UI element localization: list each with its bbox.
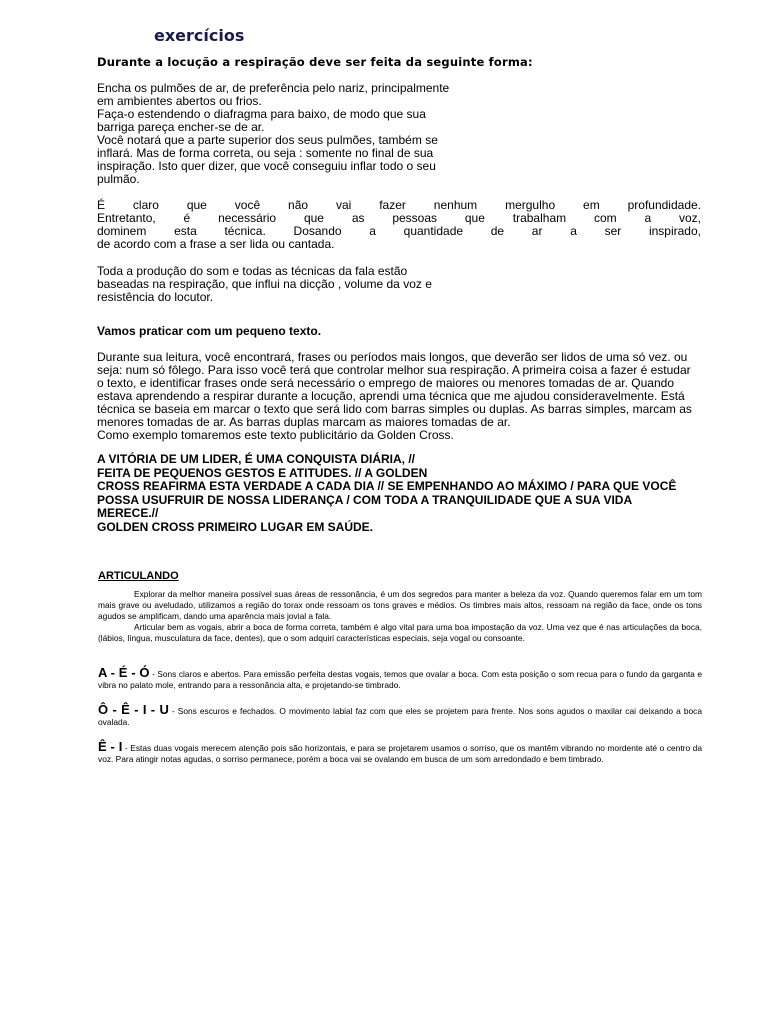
text-line: Toda a produção do som e todas as técnicas da fala estão (97, 264, 408, 278)
intro-paragraph: Explorar da melhor maneira possível suas áreas de ressonância, é um dos segredos para manter a beleza da voz. Quando queremos falar em um tom mais grave ou aveludado, utilizamos a região do torax onde ressoam os tons graves e médios. Os timbres mais altos, ressoam na região da face, onde os tons agudos se amplificam, dando uma aparência mais jovial a fala. (98, 589, 702, 621)
vowel-section-horizontal (98, 741, 702, 765)
dive-paragraph (97, 199, 701, 251)
text-line: de acordo com a frase a ser lida ou cantada. (97, 237, 335, 251)
text-line: Entretanto, é necessário que as pessoas que trabalham com a voz, (97, 211, 701, 225)
vowel-description: - Sons escuros e fechados. O movimento labial faz com que eles se projetem para frente. Nos sons agudos o maxilar cai deixando a boca ovalada. (98, 706, 702, 727)
text-line: estava aprendendo a respirar durante a locução, aprendi uma técnica que me ajudou consideravelmente. Está (97, 389, 685, 403)
vowel-section-open (98, 667, 702, 691)
practice-heading: Vamos praticar com um pequeno texto. (97, 324, 322, 338)
text-line: barriga pareça encher-se de ar. (97, 120, 265, 134)
golden-cross-text (97, 453, 707, 534)
vowel-description: - Estas duas vogais merecem atenção pois são horizontais, e para se projetarem usamos o sorriso, que os mantêm vibrando no mordente até o centro da voz. Para atingir notas agudas, o sorriso permanece, porém a boca vai se ovalando em busca de um som arredondado e bem timbrado. (98, 743, 702, 764)
text-line: Encha os pulmões de ar, de preferência pelo nariz, principalmente (97, 81, 450, 95)
vowel-description: - Sons claros e abertos. Para emissão perfeita destas vogais, temos que ovalar a boca. Com esta posição o som recua para o fundo da garganta e vibra no palato mole, entrando para a ressonância alta, e projetando-se timbrado. (98, 669, 702, 690)
text-line: POSSA USUFRUIR DE NOSSA LIDERANÇA / COM TODA A TRANQUILIDADE QUE A SUA VIDA (97, 492, 633, 507)
text-line: MERECE.// (97, 506, 159, 520)
text-line: Você notará que a parte superior dos seus pulmões, também se (97, 133, 438, 147)
text-line: CROSS REAFIRMA ESTA VERDADE A CADA DIA // SE EMPENHANDO AO MÁXIMO / PARA QUE VOCÊ (97, 479, 677, 493)
articulando-intro (98, 589, 702, 644)
page-title: exercícios (154, 26, 245, 45)
text-line: FEITA DE PEQUENOS GESTOS E ATITUDES. // A GOLDEN (97, 465, 428, 480)
text-line: Faça-o estendendo o diafragma para baixo, de modo que sua (97, 107, 426, 121)
practice-paragraph (97, 351, 707, 442)
production-paragraph (97, 265, 457, 304)
text-line: GOLDEN CROSS PRIMEIRO LUGAR EM SAÚDE. (97, 519, 374, 534)
text-line: A VITÓRIA DE UM LIDER, É UMA CONQUISTA DIÁRIA, // (97, 452, 415, 466)
articulando-heading: ARTICULANDO (98, 570, 179, 582)
vowel-section-closed (98, 704, 702, 728)
intro-paragraph: Articular bem as vogais, abrir a boca de forma correta, também é algo vital para uma boa impostação da voz. Uma vez que é nas articulações da boca,(lábios, língua, musculatura da face, dentes), que o som adquiri características especiais, seja vogal ou consoante. (98, 622, 702, 643)
vowel-letters: Ô - Ê - I - U (98, 702, 169, 717)
text-line: o texto, e identificar frases onde será necessário o emprego de maiores ou menores tomadas de ar. Quando (97, 376, 674, 390)
text-line: seja: num só fôlego. Para isso você terá que controlar melhor sua respiração. A primeira coisa a fazer é estudar (97, 363, 691, 377)
text-line: inflará. Mas de forma correta, ou seja : somente no final de sua (97, 146, 434, 160)
vowel-letters: Ê - I (98, 739, 123, 754)
text-line: menores tomadas de ar. As barras duplas marcam as maiores tomadas de ar. (97, 415, 511, 429)
text-line: Durante sua leitura, você encontrará, frases ou períodos mais longos, que deverão ser lidos de uma só vez. ou (97, 350, 688, 364)
text-line: Como exemplo tomaremos este texto publicitário da Golden Cross. (97, 428, 454, 442)
text-line: pulmão. (97, 172, 140, 186)
text-line: dominem esta técnica. Dosando a quantidade de ar a ser inspirado, (97, 224, 701, 238)
section-subtitle: Durante a locução a respiração deve ser feita da seguinte forma: (97, 55, 533, 69)
vowel-letters: A - É - Ó (98, 665, 150, 680)
text-line: em ambientes abertos ou frios. (97, 94, 262, 108)
text-line: resistência do locutor. (97, 290, 214, 304)
breathing-paragraph (97, 82, 457, 186)
text-line: É claro que você não vai fazer nenhum mergulho em profundidade. (97, 198, 701, 212)
text-line: técnica se baseia em marcar o texto que será lido com barras simples ou duplas. As barras simples, marcam as (97, 402, 692, 416)
text-line: inspiração. Isto quer dizer, que você conseguiu inflar todo o seu (97, 159, 436, 173)
text-line: baseadas na respiração, que influi na dicção , volume da voz e (97, 277, 432, 291)
